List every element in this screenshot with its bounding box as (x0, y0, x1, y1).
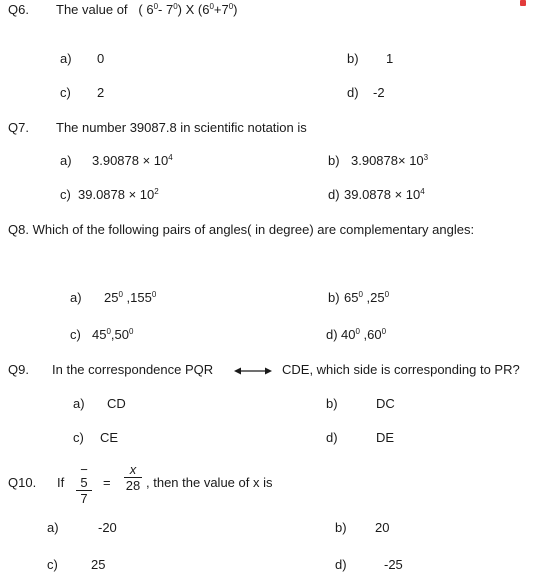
q8-question: Q8. Which of the following pairs of angles( in degree) are complementary angles: (8, 222, 475, 237)
q6-option-b-label[interactable]: b) (347, 51, 359, 66)
q8-option-b-value: $65^0$ $,25^0$ (344, 290, 390, 305)
q8-option-c-value: $45^0,50^0$ (92, 327, 134, 342)
fraction-minus-5-over-7 (76, 463, 92, 505)
q9-option-b-label[interactable]: b) (326, 396, 338, 411)
q6-option-c-label[interactable]: c) (60, 85, 71, 100)
q10-option-a-label[interactable]: a) (47, 520, 59, 535)
fraction-1-denominator: 7 (80, 491, 88, 506)
q10-option-c-label[interactable]: c) (47, 557, 58, 572)
q6-option-a-value: 0 (97, 51, 105, 66)
q7-option-a-label[interactable]: a) (60, 153, 72, 168)
q9-option-b-value: DC (376, 396, 395, 411)
fraction-2-numerator: x (124, 463, 142, 478)
q10-option-d-label[interactable]: d) (335, 557, 347, 572)
q7-question: The number 39087.8 in scientific notation is (56, 120, 307, 135)
q6-option-a-label[interactable]: a) (60, 51, 72, 66)
q10-option-d-value: -25 (384, 557, 403, 572)
q9-option-d-label[interactable]: d) (326, 430, 338, 445)
q8-option-b-label[interactable]: b) (328, 290, 340, 305)
q8-option-c-label[interactable]: c) (70, 327, 81, 342)
red-corner-mark (520, 0, 526, 6)
q9-option-a-value: CD (107, 396, 126, 411)
q7-option-c-label[interactable]: c) (60, 187, 71, 202)
fraction-1-numerator: − 5 (76, 463, 92, 491)
q7-option-d-label[interactable]: d) (328, 187, 340, 202)
q9-question-end: CDE, which side is corresponding to PR? (282, 362, 520, 377)
q6-number: Q6. (8, 2, 29, 17)
q9-option-d-value: DE (376, 430, 395, 445)
q10-question: , then the value of x is (146, 475, 273, 490)
fraction-2-denominator: 28 (125, 478, 141, 493)
q7-option-c-value: $39.0878 \times 10^2$ (78, 187, 159, 202)
q7-option-a-value: $3.90878 \times 10^4$ (92, 153, 173, 168)
q6-question: The value of ( $6^0-$ $7^0$) X $(6^0+7^0)$ (56, 2, 238, 17)
fraction-x-over-28 (124, 463, 142, 492)
q8-option-d-value: $40^0$ $,60^0$ (341, 327, 387, 342)
q10-option-c-value: 25 (91, 557, 106, 572)
q10-option-a-value: -20 (98, 520, 117, 535)
q6-option-d-value: -2 (373, 85, 385, 100)
q9-option-a-label[interactable]: a) (73, 396, 85, 411)
q10-option-b-label[interactable]: b) (335, 520, 347, 535)
q8-option-a-value: $25^0$ ,155$^0$ (104, 290, 157, 305)
double-arrow-icon (234, 366, 272, 376)
q8-option-d-label[interactable]: d) (326, 327, 338, 342)
q7-option-b-label[interactable]: b) (328, 153, 340, 168)
q10-if: If (57, 475, 65, 490)
q6-option-c-value: 2 (97, 85, 105, 100)
q7-option-d-value: $39.0878 \times 10^4$ (344, 187, 425, 202)
q9-option-c-label[interactable]: c) (73, 430, 84, 445)
q8-option-a-label[interactable]: a) (70, 290, 82, 305)
q10-number: Q10. (8, 475, 37, 490)
q6-option-b-value: 1 (386, 51, 394, 66)
q10-equals: = (103, 475, 111, 490)
q9-option-c-value: CE (100, 430, 119, 445)
q9-number: Q9. (8, 362, 29, 377)
q9-question-start: In the correspondence PQR (52, 362, 214, 377)
q6-option-d-label[interactable]: d) (347, 85, 359, 100)
q7-number: Q7. (8, 120, 29, 135)
q10-option-b-value: 20 (375, 520, 390, 535)
q7-option-b-value: $3.90878\times 10^3$ (351, 153, 429, 168)
